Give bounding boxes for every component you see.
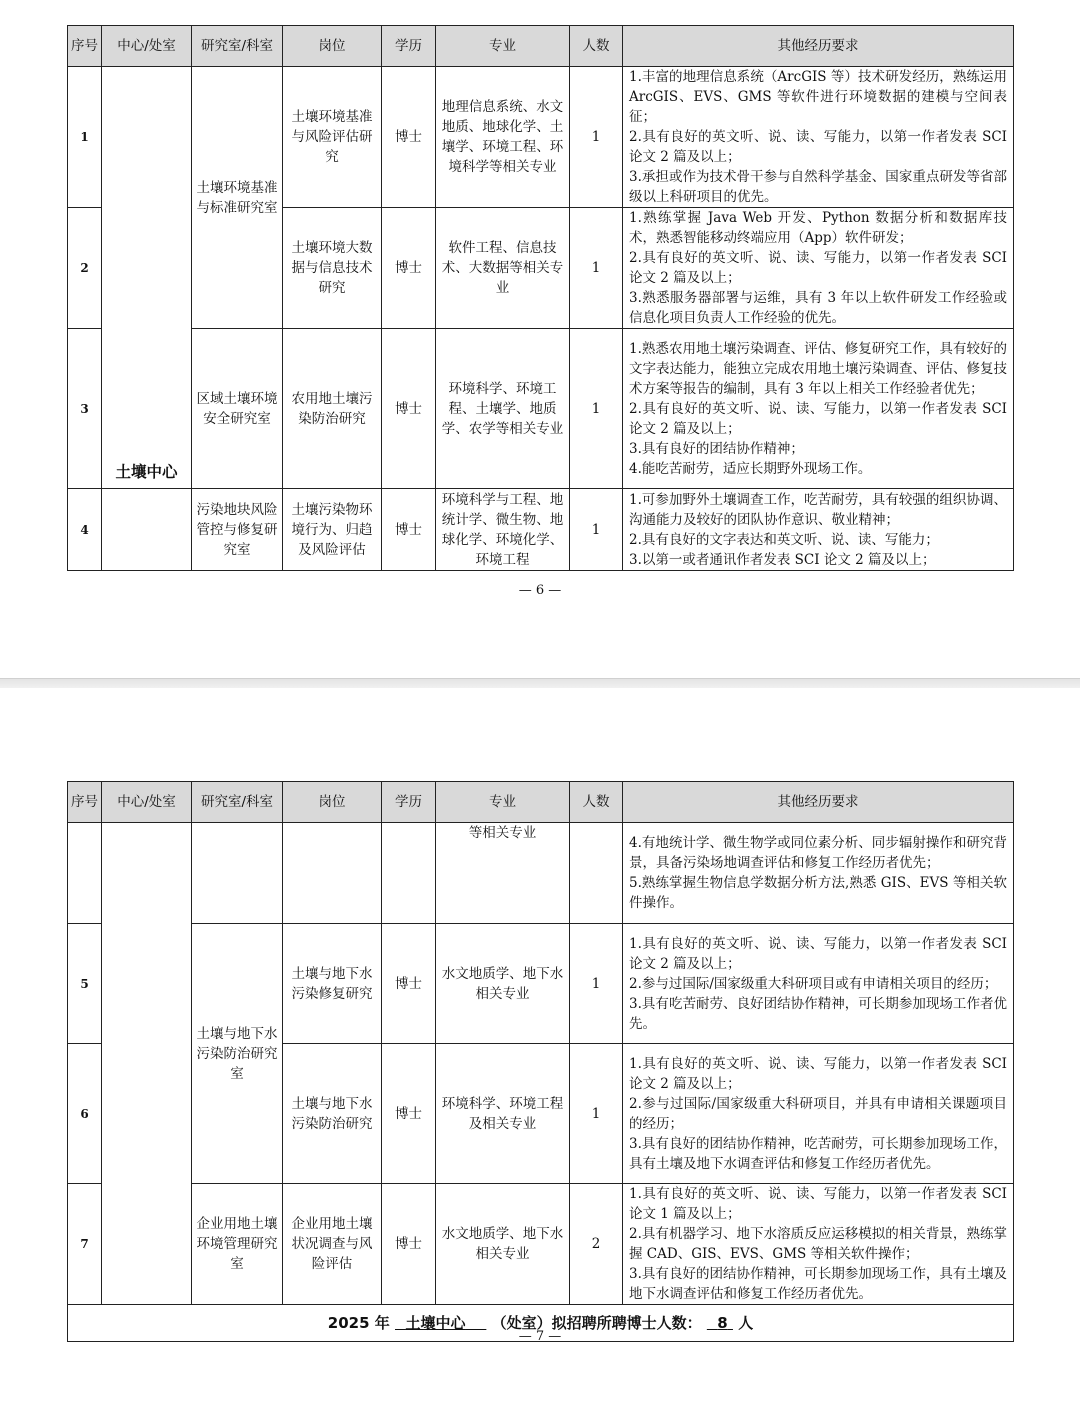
header-seq: 序号 [68, 26, 102, 67]
table-header-row [68, 26, 1014, 67]
header-post: 岗位 [283, 782, 382, 823]
headcount: 1 [570, 329, 623, 489]
lab-name: 企业用地土壤环境管理研究室 [192, 1184, 283, 1305]
headcount: 1 [570, 1044, 623, 1184]
table-row-continued [68, 823, 1014, 924]
header-education: 学历 [382, 782, 436, 823]
requirement-item: 4.有地统计学、微生物学或同位素分析、同步辐射操作和研究背景，具备污染场地调查评估和修复工作经历者优先； [629, 835, 1007, 871]
major: 地理信息系统、水文地质、地球化学、土壤学、环境工程、环境科学等相关专业 [436, 67, 570, 208]
requirement-item: 2.具有良好的英文听、说、读、写能力，以第一作者发表 SCI 论文 2 篇及以上； [629, 250, 1007, 286]
education: 博士 [382, 924, 436, 1044]
center-continuation [102, 823, 192, 1305]
headcount-empty [570, 823, 623, 924]
header-requirements: 其他经历要求 [623, 782, 1014, 823]
education: 博士 [382, 329, 436, 489]
recruitment-table-page-6 [67, 25, 1014, 571]
requirements [623, 329, 1014, 489]
requirement-item: 2.具有良好的文字表达和英文听、说、读、写能力； [629, 531, 939, 548]
education: 博士 [382, 67, 436, 208]
header-major: 专业 [436, 782, 570, 823]
post-empty [283, 823, 382, 924]
center-continuation [102, 489, 192, 571]
summary-year: 2025 年 [327, 1314, 390, 1332]
post-name: 土壤与地下水污染防治研究 [283, 1044, 382, 1184]
header-lab: 研究室/科室 [192, 26, 283, 67]
post-name: 农用地土壤污染防治研究 [283, 329, 382, 489]
header-major: 专业 [436, 26, 570, 67]
major: 等相关专业 [436, 823, 570, 924]
requirement-item: 3.具有良好的团结协作精神，可长期参加现场工作，具有土壤及地下水调查评估和修复工作经历者优先。 [629, 1266, 1007, 1302]
major: 水文地质学、地下水相关专业 [436, 1184, 570, 1305]
page-7 [0, 688, 1080, 1401]
lab-empty [192, 823, 283, 924]
requirement-item: 1.熟悉农用地土壤污染调查、评估、修复研究工作，具有较好的文字表达能力，能独立完成农用地土壤污染调查、评估、修复技术方案等报告的编制，具有 3 年以上相关工作经验者优先； [629, 340, 1007, 397]
summary-center: 土壤中心 [405, 1314, 466, 1332]
row-number: 2 [68, 208, 102, 329]
header-count: 人数 [570, 26, 623, 67]
requirement-item: 2.具有机器学习、地下水溶质反应运移模拟的相关背景，熟练掌握 CAD、GIS、EVS、GMS 等相关软件操作； [629, 1226, 1007, 1262]
page-6 [0, 0, 1080, 678]
header-requirements: 其他经历要求 [623, 26, 1014, 67]
table-row [68, 1184, 1014, 1305]
requirement-item: 3.具有良好的团结协作精神； [629, 440, 804, 457]
table-row [68, 67, 1014, 208]
requirements [623, 1044, 1014, 1184]
table-row [68, 924, 1014, 1044]
header-lab: 研究室/科室 [192, 782, 283, 823]
education-empty [382, 823, 436, 924]
lab-name: 区域土壤环境安全研究室 [192, 329, 283, 489]
requirement-item: 2.参与过国际/国家级重大科研项目或有申请相关项目的经历； [629, 975, 998, 992]
requirement-item: 1.丰富的地理信息系统（ArcGIS 等）技术研发经历，熟练运用 ArcGIS、EVS、GMS 等软件进行环境数据的建模与空间表征； [629, 69, 1007, 125]
post-name: 土壤环境基准与风险评估研究 [283, 67, 382, 208]
requirement-item: 2.具有良好的英文听、说、读、写能力，以第一作者发表 SCI 论文 2 篇及以上； [629, 400, 1007, 437]
headcount: 2 [570, 1184, 623, 1305]
post-name: 企业用地土壤状况调查与风险评估 [283, 1184, 382, 1305]
requirement-item: 3.熟悉服务器部署与运维，具有 3 年以上软件研发工作经验或信息化项目负责人工作经验的优先。 [629, 290, 1007, 326]
row-number-empty [68, 823, 102, 924]
header-count: 人数 [570, 782, 623, 823]
row-number: 7 [68, 1184, 102, 1305]
table-header-row [68, 782, 1014, 823]
requirements [623, 67, 1014, 208]
requirement-item: 3.具有吃苦耐劳、良好团结协作精神，可长期参加现场工作者优先。 [629, 995, 1007, 1032]
requirement-item: 3.以第一或者通讯作者发表 SCI 论文 2 篇及以上； [629, 551, 936, 568]
row-number: 3 [68, 329, 102, 489]
page-number: — 7 — [518, 1329, 562, 1344]
header-center: 中心/处室 [102, 26, 192, 67]
post-name: 土壤污染物环境行为、归趋及风险评估 [283, 489, 382, 571]
table-row [68, 329, 1014, 489]
headcount: 1 [570, 924, 623, 1044]
post-name: 土壤与地下水污染修复研究 [283, 924, 382, 1044]
requirement-item: 3.承担或作为技术骨干参与自然科学基金、国家重点研发等省部级以上科研项目的优先。 [629, 169, 1007, 205]
row-number: 1 [68, 67, 102, 208]
lab-name: 土壤环境基准与标准研究室 [192, 67, 283, 329]
table-row [68, 489, 1014, 571]
summary-suffix: 人 [738, 1314, 754, 1332]
requirements [623, 823, 1014, 924]
requirements [623, 208, 1014, 329]
row-number: 4 [68, 489, 102, 571]
page-number: — 6 — [518, 583, 562, 598]
requirements [623, 489, 1014, 571]
major: 软件工程、信息技术、大数据等相关专业 [436, 208, 570, 329]
requirements [623, 924, 1014, 1044]
requirement-item: 5.熟练掌握生物信息学数据分析方法,熟悉 GIS、EVS 等相关软件操作。 [629, 875, 1007, 911]
education: 博士 [382, 1184, 436, 1305]
requirement-item: 3.具有良好的团结协作精神，吃苦耐劳，可长期参加现场工作，具有土壤及地下水调查评估和修复工作经历者优先。 [629, 1135, 1007, 1172]
education: 博士 [382, 489, 436, 571]
requirement-item: 1.可参加野外土壤调查工作，吃苦耐劳，具有较强的组织协调、沟通能力及较好的团队协作意识、敬业精神； [629, 491, 1007, 528]
recruitment-table-page-7 [67, 781, 1014, 1342]
header-center: 中心/处室 [102, 782, 192, 823]
lab-name: 污染地块风险管控与修复研究室 [192, 489, 283, 571]
summary-count: 8 [717, 1314, 728, 1332]
headcount: 1 [570, 208, 623, 329]
major: 环境科学、环境工程及相关专业 [436, 1044, 570, 1184]
row-number: 5 [68, 924, 102, 1044]
header-seq: 序号 [68, 782, 102, 823]
header-education: 学历 [382, 26, 436, 67]
summary-middle: （处室）拟招聘所聘博士人数： [491, 1314, 702, 1332]
requirement-item: 4.能吃苦耐劳，适应长期野外现场工作。 [629, 460, 872, 477]
major: 环境科学、环境工程、土壤学、地质学、农学等相关专业 [436, 329, 570, 489]
requirement-item: 2.参与过国际/国家级重大科研项目，并具有申请相关课题项目的经历； [629, 1095, 1007, 1132]
row-number: 6 [68, 1044, 102, 1184]
education: 博士 [382, 1044, 436, 1184]
requirement-item: 1.熟练掌握 Java Web 开发、Python 数据分析和数据库技术，熟悉智能移动终端应用（App）软件研发； [629, 210, 1007, 246]
center-name: 土壤中心 [102, 67, 192, 489]
headcount: 1 [570, 489, 623, 571]
header-post: 岗位 [283, 26, 382, 67]
major: 水文地质学、地下水相关专业 [436, 924, 570, 1044]
lab-name: 土壤与地下水污染防治研究室 [192, 924, 283, 1184]
requirements [623, 1184, 1014, 1305]
headcount: 1 [570, 67, 623, 208]
requirement-item: 2.具有良好的英文听、说、读、写能力，以第一作者发表 SCI 论文 2 篇及以上； [629, 129, 1007, 165]
post-name: 土壤环境大数据与信息技术研究 [283, 208, 382, 329]
requirement-item: 1.具有良好的英文听、说、读、写能力，以第一作者发表 SCI 论文 2 篇及以上； [629, 935, 1007, 972]
education: 博士 [382, 208, 436, 329]
major: 环境科学与工程、地统计学、微生物、地球化学、环境化学、环境工程 [436, 489, 570, 571]
requirement-item: 1.具有良好的英文听、说、读、写能力，以第一作者发表 SCI 论文 1 篇及以上； [629, 1186, 1007, 1222]
requirement-item: 1.具有良好的英文听、说、读、写能力，以第一作者发表 SCI 论文 2 篇及以上； [629, 1055, 1007, 1092]
